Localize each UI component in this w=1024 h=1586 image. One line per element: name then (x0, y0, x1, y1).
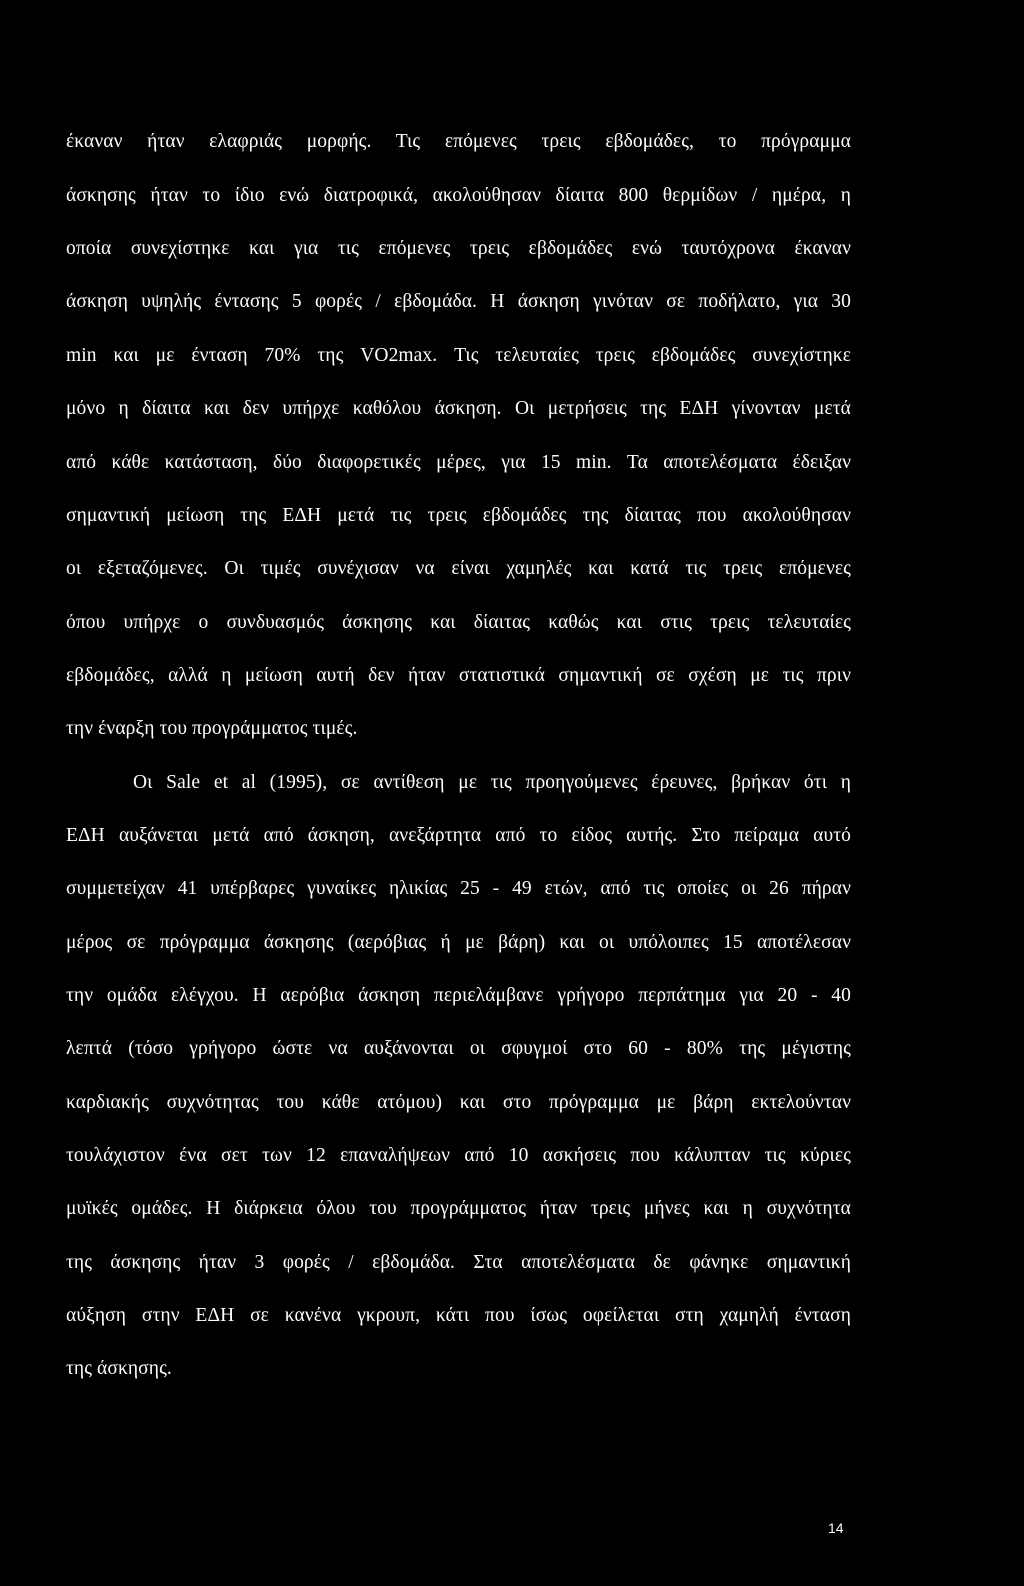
text-line: σημαντική μείωση της ΕΔΗ μετά τις τρεις εβδομάδες της δίαιτας που ακολούθησαν (66, 505, 851, 526)
text-line: της άσκησης ήταν 3 φορές / εβδομάδα. Στα αποτελέσματα δε φάνηκε σημαντική (66, 1252, 851, 1273)
text-line: την ομάδα ελέγχου. Η αερόβια άσκηση περιελάμβανε γρήγορο περπάτημα για 20 - 40 (66, 985, 851, 1006)
text-line: άσκησης ήταν το ίδιο ενώ διατροφικά, ακολούθησαν δίαιτα 800 θερμίδων / ημέρα, η (66, 185, 851, 206)
text-line: οι εξεταζόμενες. Οι τιμές συνέχισαν να είναι χαμηλές και κατά τις τρεις επόμενες (66, 558, 851, 579)
text-line: οποία συνεχίστηκε και για τις επόμενες τρεις εβδομάδες ενώ ταυτόχρονα έκαναν (66, 238, 851, 259)
text-line: όπου υπήρχε ο συνδυασμός άσκησης και δίαιτας καθώς και στις τρεις τελευταίες (66, 612, 851, 633)
text-line: εβδομάδες, αλλά η μείωση αυτή δεν ήταν στατιστικά σημαντική σε σχέση με τις πριν (66, 665, 851, 686)
text-line: τουλάχιστον ένα σετ των 12 επαναλήψεων από 10 ασκήσεις που κάλυπταν τις κύριες (66, 1145, 851, 1166)
text-line: άσκηση υψηλής έντασης 5 φορές / εβδομάδα. Η άσκηση γινόταν σε ποδήλατο, για 30 (66, 291, 851, 312)
text-line: λεπτά (τόσο γρήγορο ώστε να αυξάνονται οι σφυγμοί στο 60 - 80% της μέγιστης (66, 1038, 851, 1059)
text-line: έκαναν ήταν ελαφριάς μορφής. Τις επόμενες τρεις εβδομάδες, το πρόγραμμα (66, 131, 851, 152)
text-line: συμμετείχαν 41 υπέρβαρες γυναίκες ηλικίας 25 - 49 ετών, από τις οποίες οι 26 πήραν (66, 878, 851, 899)
text-line: μυϊκές ομάδες. Η διάρκεια όλου του προγράμματος ήταν τρεις μήνες και η συχνότητα (66, 1198, 851, 1219)
text-line: μέρος σε πρόγραμμα άσκησης (αερόβιας ή με βάρη) και οι υπόλοιπες 15 αποτέλεσαν (66, 932, 851, 953)
text-line: min και με ένταση 70% της VO2max. Τις τελευταίες τρεις εβδομάδες συνεχίστηκε (66, 345, 851, 366)
text-line: από κάθε κατάσταση, δύο διαφορετικές μέρες, για 15 min. Τα αποτελέσματα έδειξαν (66, 452, 851, 473)
text-line: την έναρξη του προγράμματος τιμές. (66, 718, 358, 739)
text-line: καρδιακής συχνότητας του κάθε ατόμου) και στο πρόγραμμα με βάρη εκτελούνταν (66, 1092, 851, 1113)
page-number: 14 (828, 1520, 844, 1536)
text-line: αύξηση στην ΕΔΗ σε κανένα γκρουπ, κάτι που ίσως οφείλεται στη χαμηλή ένταση (66, 1305, 851, 1326)
text-line: της άσκησης. (66, 1358, 172, 1379)
text-line: ΕΔΗ αυξάνεται μετά από άσκηση, ανεξάρτητα από το είδος αυτής. Στο πείραμα αυτό (66, 825, 851, 846)
text-line: μόνο η δίαιτα και δεν υπήρχε καθόλου άσκηση. Οι μετρήσεις της ΕΔΗ γίνονταν μετά (66, 398, 851, 419)
paragraph-first-line: Οι Sale et al (1995), σε αντίθεση με τις προηγούμενες έρευνες, βρήκαν ότι η (133, 772, 851, 793)
